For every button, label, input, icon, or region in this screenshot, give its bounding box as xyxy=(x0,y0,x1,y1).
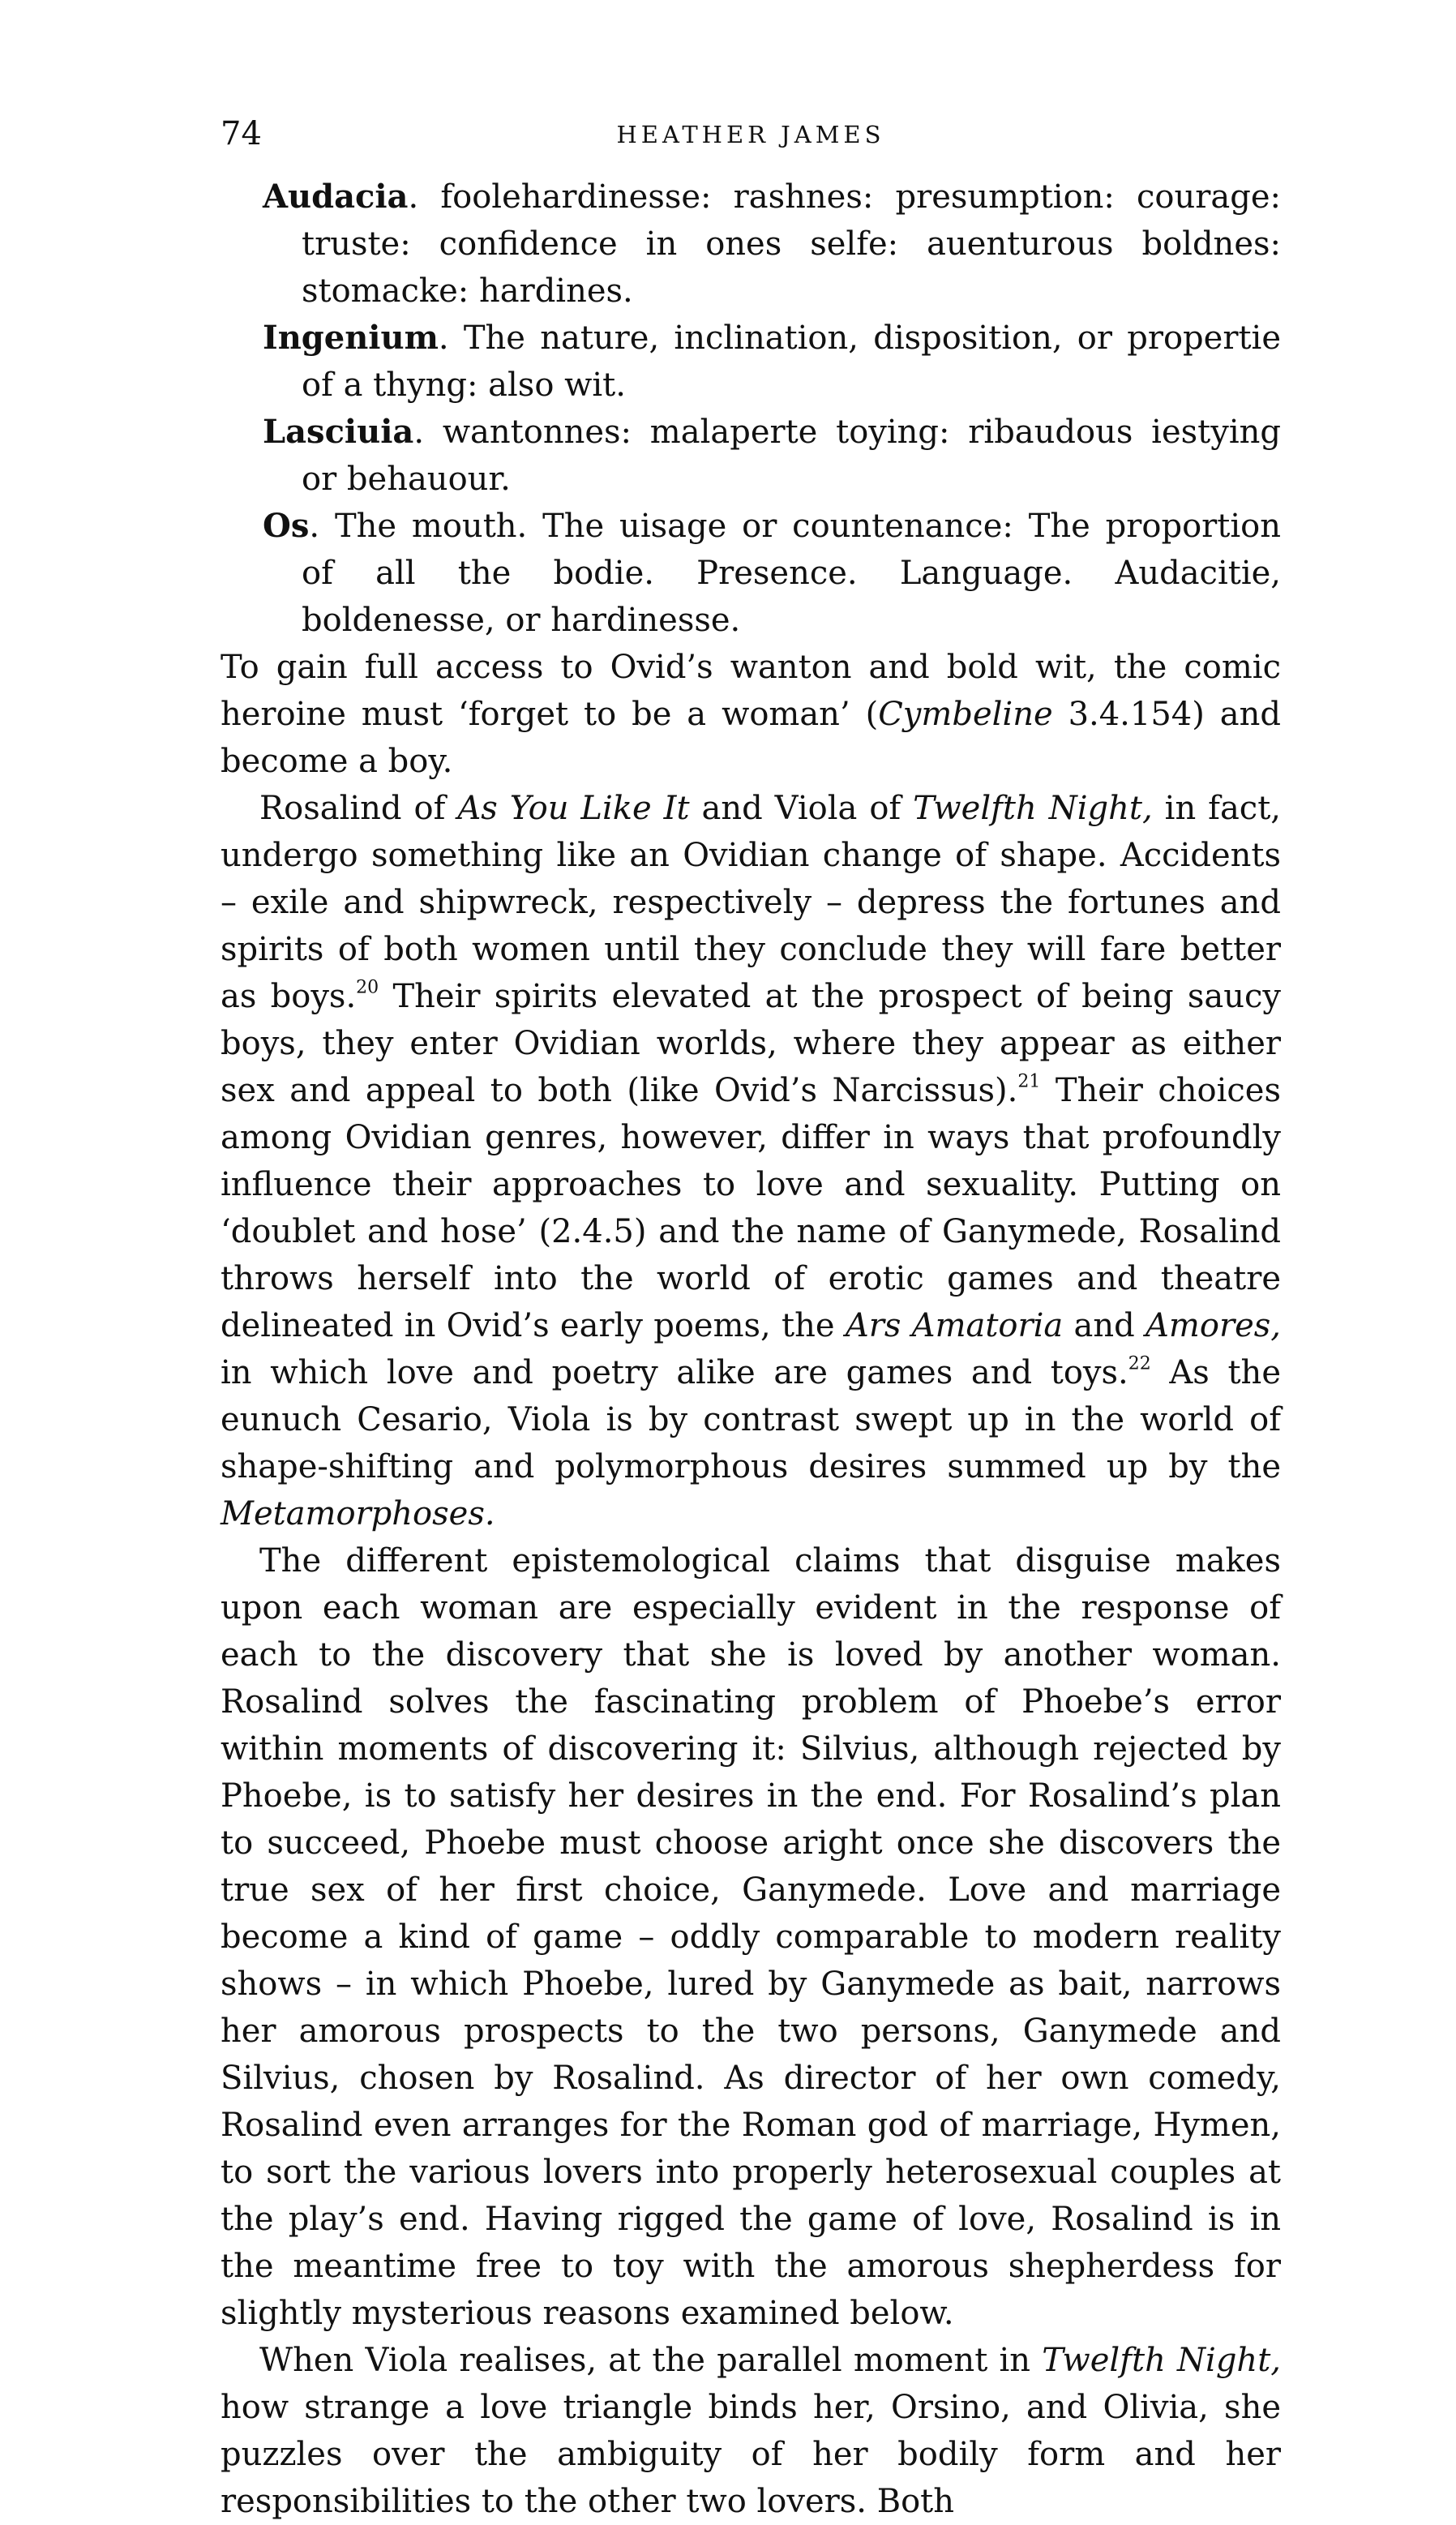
glossary-definition: The mouth. The uisage or countenance: The proportion of all the bodie. Presence. Language. Audacitie, boldenesse, or hardinesse. xyxy=(302,508,1281,639)
paragraph-text: 3.4.154) and become a boy. xyxy=(221,696,1281,780)
paragraph-text: in which love and poetry alike are games and toys. xyxy=(221,1354,1128,1391)
paragraph-text: in fact, undergo something like an Ovidian change of shape. Accidents – exile and shipwreck, respectively – depress the fortunes and spirits of both women until they conclude they will fare better as boys. xyxy=(221,790,1281,1015)
glossary-term: Ingenium xyxy=(263,319,439,357)
glossary-entry: Os. The mouth. The uisage or countenance: The proportion of all the bodie. Presence. Language. Audacitie, boldenesse, or hardinesse. xyxy=(263,507,1281,639)
work-title: Ars Amatoria xyxy=(845,1307,1064,1344)
paragraph-text: Rosalind of xyxy=(259,790,458,827)
running-head: HEATHER JAMES xyxy=(616,121,885,148)
work-title: Metamorphoses. xyxy=(221,1495,495,1533)
page-header xyxy=(221,114,1281,162)
paragraph-text: As the eunuch Cesario, Viola is by contrast swept up in the world of shape-shifting and polymorphous desires summed up by the xyxy=(221,1354,1281,1485)
paragraph-text: The different epistemological claims that disguise makes upon each woman are especially evident in the response of each to the discovery that she is loved by another woman. Rosalind solves the fascinating problem of Phoebe’s error within moments of discovering it: Silvius, although rejected by Phoebe, is to satisfy her desires in the end. For Rosalind’s plan to succeed, Phoebe must choose aright once she discovers the true sex of her first choice, Ganymede. Love and marriage become a kind of game – oddly comparable to modern reality shows – in which Phoebe, lured by Ganymede as bait, narrows her amorous prospects to the two persons, Ganymede and Silvius, chosen by Rosalind. As director of her own comedy, Rosalind even arranges for the Roman god of marriage, Hymen, to sort the various lovers into properly heterosexual couples at the play’s end. Having rigged the game of love, Rosalind is in the meantime free to toy with the amorous shepherdess for slightly mysterious reasons examined below. xyxy=(221,1542,1281,2332)
work-title: Amores, xyxy=(1146,1307,1281,1344)
paragraph-4 xyxy=(221,2337,1281,2525)
work-title: Twelfth Night, xyxy=(913,790,1153,827)
work-title: Cymbeline xyxy=(878,696,1053,733)
footnote-ref[interactable]: 21 xyxy=(1017,1071,1041,1092)
footnote-ref[interactable]: 20 xyxy=(356,977,379,998)
work-title: Twelfth Night, xyxy=(1042,2342,1281,2379)
glossary-entry: Ingenium. The nature, inclination, disposition, or propertie of a thyng: also wit. xyxy=(263,319,1281,404)
glossary-term: Audacia xyxy=(263,178,409,216)
glossary-entry: Audacia. foolehardinesse: rashnes: presumption: courage: truste: confidence in ones selfe: auenturous boldnes: stomacke: hardines. xyxy=(263,178,1281,310)
glossary-term: Lasciuia xyxy=(263,413,414,451)
paragraph-text: Their spirits elevated at the prospect of being saucy boys, they enter Ovidian worlds, where they appear as either sex and appeal to both (like Ovid’s Narcissus). xyxy=(221,978,1281,1109)
footnote-ref[interactable]: 22 xyxy=(1128,1353,1151,1374)
glossary-list xyxy=(221,174,1281,644)
glossary-term: Os xyxy=(263,507,310,545)
paragraph-text: To gain full access to Ovid’s wanton and bold wit, the comic heroine must ‘forget to be a woman’ ( xyxy=(221,649,1281,733)
paragraph-3 xyxy=(221,1537,1281,2337)
paragraph-text: how strange a love triangle binds her, Orsino, and Olivia, she puzzles over the ambiguity of her bodily form and her responsibilities to the other two lovers. Both xyxy=(221,2389,1281,2520)
paragraph-1 xyxy=(221,644,1281,785)
glossary-entry: Lasciuia. wantonnes: malaperte toying: ribaudous iestying or behauour. xyxy=(263,413,1281,498)
paragraph-text: and Viola of xyxy=(689,790,914,827)
paragraph-text: Their choices among Ovidian genres, however, differ in ways that profoundly influence their approaches to love and sexuality. Putting on ‘doublet and hose’ (2.4.5) and the name of Ganymede, Rosalind throws herself into the world of erotic games and theatre delineated in Ovid’s early poems, the xyxy=(221,1072,1281,1344)
work-title: As You Like It xyxy=(457,790,690,827)
page-number: 74 xyxy=(221,115,262,152)
paragraph-text: and xyxy=(1063,1307,1146,1344)
body-text xyxy=(221,174,1281,2525)
glossary-definition: foolehardinesse: rashnes: presumption: courage: truste: confidence in ones selfe: auenturous boldnes: stomacke: hardines. xyxy=(302,178,1281,310)
glossary-definition: The nature, inclination, disposition, or propertie of a thyng: also wit. xyxy=(302,319,1281,404)
paragraph-text: When Viola realises, at the parallel moment in xyxy=(259,2342,1043,2379)
glossary-definition: wantonnes: malaperte toying: ribaudous iestying or behauour. xyxy=(302,414,1281,498)
paragraph-2 xyxy=(221,785,1281,1537)
